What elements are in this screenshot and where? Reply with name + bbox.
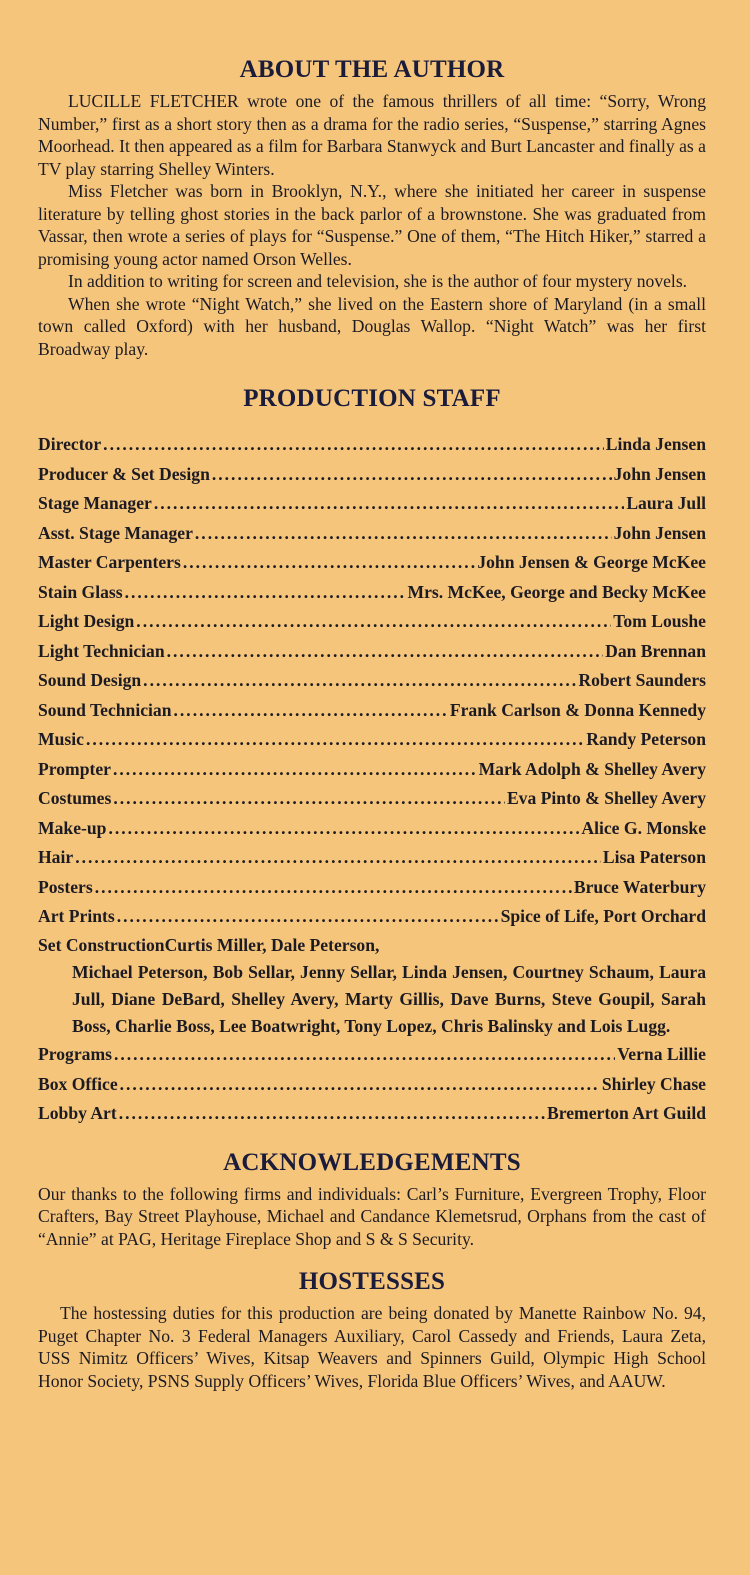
dot-leader xyxy=(120,1070,600,1100)
dot-leader xyxy=(125,578,406,608)
dot-leader xyxy=(212,460,612,490)
staff-row xyxy=(38,519,706,549)
staff-row xyxy=(38,666,706,696)
staff-row xyxy=(38,1070,706,1100)
staff-name: Tom Loushe xyxy=(613,611,706,631)
about-the-author-heading: ABOUT THE AUTHOR xyxy=(239,56,505,83)
staff-row xyxy=(38,489,706,519)
staff-role: Producer & Set Design xyxy=(38,463,210,484)
staff-role: Asst. Stage Manager xyxy=(38,522,193,543)
staff-name: Linda Jensen xyxy=(605,434,706,454)
staff-role: Posters xyxy=(38,876,93,897)
acknowledgements-heading: ACKNOWLEDGEMENTS xyxy=(223,1148,521,1176)
staff-name: Bremerton Art Guild xyxy=(547,1103,706,1124)
about-the-author-section xyxy=(38,50,706,360)
staff-role: Make-up xyxy=(38,817,107,838)
staff-name: Curtis Miller, Dale Peterson, xyxy=(164,934,380,955)
staff-role: Light Design xyxy=(38,611,135,631)
staff-row xyxy=(38,755,706,785)
staff-role: Costumes xyxy=(38,788,112,808)
staff-row xyxy=(38,814,706,844)
dot-leader xyxy=(95,873,572,903)
acknowledgements-section xyxy=(38,1143,706,1251)
dot-leader xyxy=(154,489,624,519)
dot-leader xyxy=(174,696,448,726)
dot-leader xyxy=(108,814,579,844)
production-staff-heading: PRODUCTION STAFF xyxy=(243,385,501,412)
staff-row xyxy=(38,696,706,726)
acknowledgements-text: Our thanks to the following firms and individuals: Carl’s Furniture, Evergreen Trophy, Floor Crafters, Bay Street Playhouse, Michael and Candance Klemetsrud, Orphans from the cast of “Annie” at PAG, Heritage Fireplace Shop and S & S Security. xyxy=(38,1183,706,1249)
staff-role: Hair xyxy=(38,847,74,867)
staff-role: Sound Design xyxy=(38,670,142,690)
author-paragraph: When she wrote “Night Watch,” she lived on the Eastern shore of Maryland (in a small town called Oxford) with her husband, Douglas Wallop. “Night Watch” was her first Broadway play. xyxy=(38,293,706,359)
staff-name: John Jensen & George McKee xyxy=(477,552,706,572)
dot-leader xyxy=(167,637,604,667)
staff-row xyxy=(38,430,706,460)
staff-row-set-construction xyxy=(38,932,706,1041)
staff-list xyxy=(38,430,706,932)
hostesses-section xyxy=(38,1262,706,1392)
staff-row xyxy=(38,1040,706,1070)
staff-name: Shirley Chase xyxy=(601,1073,706,1094)
dot-leader xyxy=(117,902,499,932)
staff-name: Dan Brennan xyxy=(605,640,706,661)
dot-leader xyxy=(75,843,601,873)
staff-role: Stain Glass xyxy=(38,581,123,602)
staff-name: John Jensen xyxy=(613,522,706,543)
staff-role: Sound Technician xyxy=(38,699,172,720)
staff-name: Laura Jull xyxy=(626,493,706,513)
staff-name: Spice of Life, Port Orchard xyxy=(500,906,706,926)
author-paragraph: Miss Fletcher was born in Brooklyn, N.Y., where she initiated her career in suspense literature by telling ghost stories in the back parlor of a brownstone. She was graduated from Vassar, then wrote a series of plays for “Suspense.” One of them, “The Hitch Hiker,” starred a promising young actor named Orson Welles. xyxy=(38,181,706,269)
staff-role: Prompter xyxy=(38,758,111,779)
staff-list xyxy=(38,1040,706,1129)
author-paragraph: LUCILLE FLETCHER wrote one of the famous thrillers of all time: “Sorry, Wrong Number,” first as a short story then as a drama for the radio series, “Suspense,” starring Agnes Moorhead. It then appeared as a film for Barbara Stanwyck and Burt Lancaster and finally as a TV play starring Shelley Winters. xyxy=(38,91,706,179)
staff-name: Frank Carlson & Donna Kennedy xyxy=(449,699,706,720)
staff-name: John Jensen xyxy=(613,463,706,484)
staff-role: Lobby Art xyxy=(38,1103,117,1124)
staff-role: Light Technician xyxy=(38,640,165,661)
staff-role: Set Construction xyxy=(38,934,165,955)
dot-leader xyxy=(143,666,576,696)
hostesses-text: The hostessing duties for this production are being donated by Manette Rainbow No. 94, Puget Chapter No. 3 Federal Managers Auxiliary, Carol Cassedy and Friends, Laura Zeta, USS Nimitz Officers’ Wives, Kitsap Weavers and Spinners Guild, Olympic High School Honor Society, PSNS Supply Officers’ Wives, Florida Blue Officers’ Wives, and AAUW. xyxy=(38,1303,706,1391)
staff-name: Mark Adolph & Shelley Avery xyxy=(478,758,706,779)
dot-leader xyxy=(119,1099,545,1129)
hostesses-heading: HOSTESSES xyxy=(298,1268,446,1296)
staff-role: Stage Manager xyxy=(38,493,152,513)
staff-row xyxy=(38,548,706,578)
staff-row xyxy=(38,1099,706,1129)
staff-row xyxy=(38,578,706,608)
dot-leader xyxy=(86,725,584,755)
staff-role: Master Carpenters xyxy=(38,552,181,572)
production-staff-section xyxy=(38,379,706,1129)
dot-leader xyxy=(183,548,476,578)
staff-role: Box Office xyxy=(38,1073,118,1094)
staff-role: Programs xyxy=(38,1044,112,1065)
author-bio xyxy=(38,90,706,360)
staff-name: Eva Pinto & Shelley Avery xyxy=(506,788,706,808)
staff-role: Art Prints xyxy=(38,906,115,926)
staff-row xyxy=(38,607,706,637)
staff-name-continuation: Michael Peterson, Bob Sellar, Jenny Sellar, Linda Jensen, Courtney Schaum, Laura Jull, Diane DeBard, Shelley Avery, Marty Gillis, Dave Burns, Steve Goupil, Sarah Boss, Charlie Boss, Lee Boatwright, Tony Lopez, Chris Balinsky and Lois Lugg. xyxy=(72,961,706,1037)
program-page xyxy=(38,50,706,1392)
author-paragraph: In addition to writing for screen and television, she is the author of four mystery novels. xyxy=(68,271,688,291)
staff-role: Director xyxy=(38,434,102,454)
staff-row xyxy=(38,725,706,755)
staff-row xyxy=(38,784,706,814)
staff-name: Mrs. McKee, George and Becky McKee xyxy=(407,581,706,602)
staff-row xyxy=(38,843,706,873)
dot-leader xyxy=(136,607,611,637)
dot-leader xyxy=(103,430,604,460)
staff-name: Robert Saunders xyxy=(578,670,706,690)
staff-row xyxy=(38,902,706,932)
staff-name: Lisa Paterson xyxy=(602,847,706,867)
staff-name: Alice G. Monske xyxy=(581,817,706,838)
staff-role: Music xyxy=(38,729,84,749)
dot-leader xyxy=(113,755,477,785)
staff-name: Randy Peterson xyxy=(586,729,706,749)
staff-row xyxy=(38,637,706,667)
dot-leader xyxy=(195,519,612,549)
dot-leader xyxy=(113,784,505,814)
dot-leader xyxy=(114,1040,615,1070)
staff-row xyxy=(38,873,706,903)
staff-name: Bruce Waterbury xyxy=(573,876,706,897)
staff-name: Verna Lillie xyxy=(617,1044,706,1065)
staff-row xyxy=(38,460,706,490)
